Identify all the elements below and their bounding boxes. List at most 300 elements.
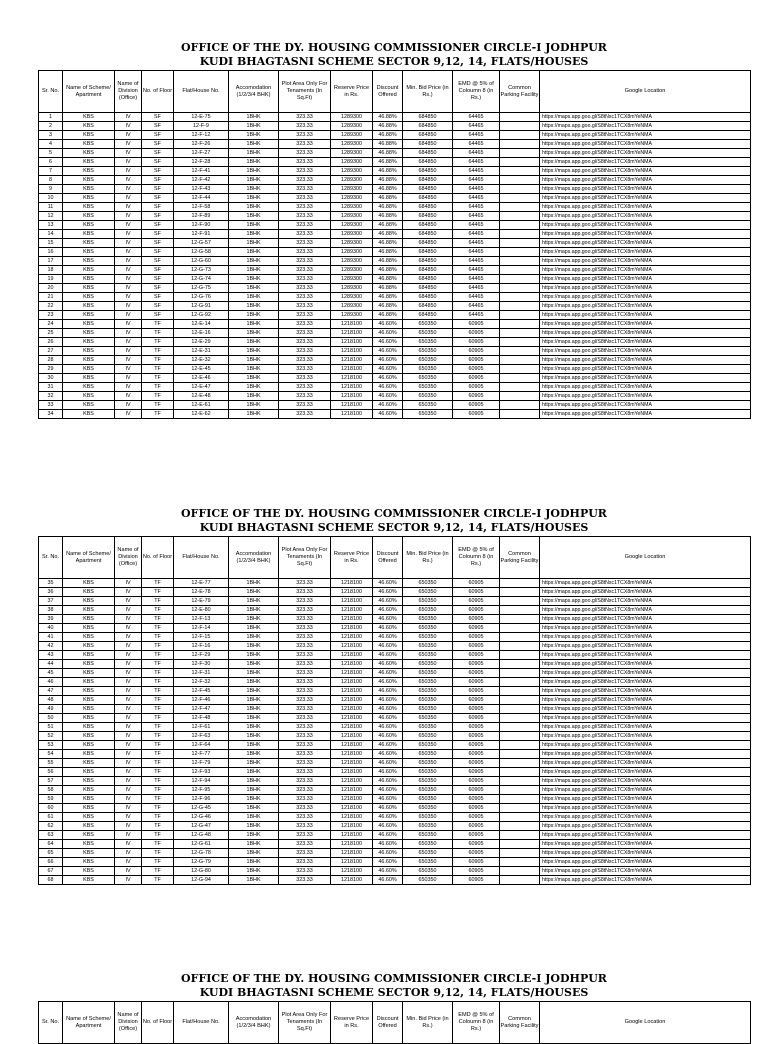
min-bid-cell: 684850 <box>403 122 453 131</box>
google-location-link[interactable]: https://maps.app.goo.gl/S8tNxc1TCX8mYeNMA <box>540 401 751 410</box>
google-location-link[interactable]: https://maps.app.goo.gl/S8tNxc1TCX8mYeNMA <box>540 714 751 723</box>
division-cell: IV <box>115 338 142 347</box>
plot-area-cell: 323.33 <box>279 212 331 221</box>
parking-cell <box>500 633 540 642</box>
sr-no-cell: 52 <box>39 732 63 741</box>
google-location-link[interactable]: https://maps.app.goo.gl/S8tNxc1TCX8mYeNMA <box>540 230 751 239</box>
col-accomodation-header: Accomodation (1/2/3/4 BHK) <box>229 1002 279 1044</box>
sr-no-cell: 32 <box>39 392 63 401</box>
floor-cell: SF <box>142 194 174 203</box>
parking-cell <box>500 221 540 230</box>
sr-no-cell: 38 <box>39 606 63 615</box>
flat-no-cell: 12-F-31 <box>174 669 229 678</box>
google-location-link[interactable]: https://maps.app.goo.gl/S8tNxc1TCX8mYeNMA <box>540 759 751 768</box>
reserve-price-cell: 1218100 <box>331 687 373 696</box>
google-location-link[interactable]: https://maps.app.goo.gl/S8tNxc1TCX8mYeNMA <box>540 588 751 597</box>
google-location-link[interactable]: https://maps.app.goo.gl/S8tNxc1TCX8mYeNMA <box>540 840 751 849</box>
sr-no-cell: 4 <box>39 140 63 149</box>
google-location-link[interactable]: https://maps.app.goo.gl/S8tNxc1TCX8mYeNMA <box>540 131 751 140</box>
plot-area-cell: 323.33 <box>279 615 331 624</box>
flat-no-cell: 12-F-16 <box>174 642 229 651</box>
scheme-cell: KBS <box>63 293 115 302</box>
discount-cell: 46.60% <box>373 804 403 813</box>
reserve-price-cell: 1289300 <box>331 275 373 284</box>
scheme-cell: KBS <box>63 678 115 687</box>
division-cell: IV <box>115 275 142 284</box>
google-location-link[interactable]: https://maps.app.goo.gl/S8tNxc1TCX8mYeNMA <box>540 338 751 347</box>
parking-cell <box>500 176 540 185</box>
plot-area-cell: 323.33 <box>279 365 331 374</box>
flat-no-cell: 12-F-12 <box>174 131 229 140</box>
google-location-link[interactable]: https://maps.app.goo.gl/S8tNxc1TCX8mYeNMA <box>540 786 751 795</box>
plot-area-cell: 323.33 <box>279 633 331 642</box>
reserve-price-cell: 1218100 <box>331 392 373 401</box>
google-location-link[interactable]: https://maps.app.goo.gl/S8tNxc1TCX8mYeNMA <box>540 194 751 203</box>
table-row <box>39 329 751 338</box>
division-cell: IV <box>115 606 142 615</box>
division-cell: IV <box>115 347 142 356</box>
scheme-cell: KBS <box>63 410 115 419</box>
division-cell: IV <box>115 221 142 230</box>
division-cell: IV <box>115 750 142 759</box>
reserve-price-cell: 1218100 <box>331 804 373 813</box>
google-location-link[interactable]: https://maps.app.goo.gl/S8tNxc1TCX8mYeNMA <box>540 732 751 741</box>
col-discount-header: Discount Offered <box>373 1002 403 1044</box>
sr-no-cell: 48 <box>39 696 63 705</box>
scheme-cell: KBS <box>63 122 115 131</box>
min-bid-cell: 650350 <box>403 813 453 822</box>
scheme-cell: KBS <box>63 597 115 606</box>
col-parking-header: Common Parking Facility <box>500 1002 540 1044</box>
google-location-link[interactable]: https://maps.app.goo.gl/S8tNxc1TCX8mYeNMA <box>540 849 751 858</box>
parking-cell <box>500 248 540 257</box>
parking-cell <box>500 347 540 356</box>
reserve-price-cell: 1218100 <box>331 338 373 347</box>
plot-area-cell: 323.33 <box>279 831 331 840</box>
sr-no-cell: 16 <box>39 248 63 257</box>
division-cell: IV <box>115 374 142 383</box>
min-bid-cell: 650350 <box>403 338 453 347</box>
flats-table <box>38 70 751 419</box>
scheme-cell: KBS <box>63 804 115 813</box>
google-location-link[interactable]: https://maps.app.goo.gl/S8tNxc1TCX8mYeNMA <box>540 741 751 750</box>
parking-cell <box>500 750 540 759</box>
google-location-link[interactable]: https://maps.app.goo.gl/S8tNxc1TCX8mYeNMA <box>540 176 751 185</box>
parking-cell <box>500 651 540 660</box>
parking-cell <box>500 804 540 813</box>
parking-cell <box>500 858 540 867</box>
min-bid-cell: 684850 <box>403 149 453 158</box>
plot-area-cell: 323.33 <box>279 597 331 606</box>
flat-no-cell: 12-G-80 <box>174 867 229 876</box>
google-location-link[interactable]: https://maps.app.goo.gl/S8tNxc1TCX8mYeNMA <box>540 579 751 588</box>
flat-no-cell: 12-F-47 <box>174 705 229 714</box>
google-location-link[interactable]: https://maps.app.goo.gl/S8tNxc1TCX8mYeNMA <box>540 311 751 320</box>
accomodation-cell: 1BHK <box>229 633 279 642</box>
reserve-price-cell: 1289300 <box>331 257 373 266</box>
discount-cell: 46.60% <box>373 831 403 840</box>
sr-no-cell: 2 <box>39 122 63 131</box>
min-bid-cell: 650350 <box>403 329 453 338</box>
plot-area-cell: 323.33 <box>279 804 331 813</box>
google-location-link[interactable]: https://maps.app.goo.gl/S8tNxc1TCX8mYeNMA <box>540 302 751 311</box>
accomodation-cell: 1BHK <box>229 248 279 257</box>
google-location-link[interactable]: https://maps.app.goo.gl/S8tNxc1TCX8mYeNMA <box>540 122 751 131</box>
accomodation-cell: 1BHK <box>229 167 279 176</box>
table-row <box>39 732 751 741</box>
parking-cell <box>500 606 540 615</box>
scheme-cell: KBS <box>63 356 115 365</box>
emd-cell: 64465 <box>453 176 500 185</box>
google-location-link[interactable]: https://maps.app.goo.gl/S8tNxc1TCX8mYeNMA <box>540 624 751 633</box>
flats-table <box>38 536 751 885</box>
google-location-link[interactable]: https://maps.app.goo.gl/S8tNxc1TCX8mYeNMA <box>540 813 751 822</box>
division-cell: IV <box>115 356 142 365</box>
sr-no-cell: 64 <box>39 840 63 849</box>
discount-cell: 46.60% <box>373 714 403 723</box>
division-cell: IV <box>115 401 142 410</box>
flat-no-cell: 12-F-77 <box>174 750 229 759</box>
scheme-cell: KBS <box>63 383 115 392</box>
min-bid-cell: 650350 <box>403 732 453 741</box>
min-bid-cell: 650350 <box>403 347 453 356</box>
google-location-link[interactable]: https://maps.app.goo.gl/S8tNxc1TCX8mYeNMA <box>540 678 751 687</box>
google-location-link[interactable]: https://maps.app.goo.gl/S8tNxc1TCX8mYeNMA <box>540 293 751 302</box>
reserve-price-cell: 1218100 <box>331 347 373 356</box>
table-row <box>39 275 751 284</box>
sr-no-cell: 65 <box>39 849 63 858</box>
sr-no-cell: 31 <box>39 383 63 392</box>
parking-cell <box>500 849 540 858</box>
accomodation-cell: 1BHK <box>229 221 279 230</box>
parking-cell <box>500 311 540 320</box>
flat-no-cell: 12-E-16 <box>174 329 229 338</box>
accomodation-cell: 1BHK <box>229 759 279 768</box>
floor-cell: TF <box>142 831 174 840</box>
google-location-link[interactable]: https://maps.app.goo.gl/S8tNxc1TCX8mYeNMA <box>540 248 751 257</box>
google-location-link[interactable]: https://maps.app.goo.gl/S8tNxc1TCX8mYeNMA <box>540 167 751 176</box>
google-location-link[interactable]: https://maps.app.goo.gl/S8tNxc1TCX8mYeNMA <box>540 113 751 122</box>
division-cell: IV <box>115 383 142 392</box>
table-row <box>39 876 751 885</box>
division-cell: IV <box>115 122 142 131</box>
google-location-link[interactable]: https://maps.app.goo.gl/S8tNxc1TCX8mYeNMA <box>540 347 751 356</box>
col-plot-area-header: Plot Area Only For Tenaments (In Sq.Ft) <box>279 71 331 113</box>
google-location-link[interactable]: https://maps.app.goo.gl/S8tNxc1TCX8mYeNMA <box>540 320 751 329</box>
flat-no-cell: 12-F-64 <box>174 741 229 750</box>
sr-no-cell: 55 <box>39 759 63 768</box>
discount-cell: 46.88% <box>373 185 403 194</box>
accomodation-cell: 1BHK <box>229 131 279 140</box>
plot-area-cell: 323.33 <box>279 347 331 356</box>
emd-cell: 60905 <box>453 615 500 624</box>
discount-cell: 46.60% <box>373 347 403 356</box>
col-google-location-header: Google Location <box>540 537 751 579</box>
min-bid-cell: 650350 <box>403 759 453 768</box>
google-location-link[interactable]: https://maps.app.goo.gl/S8tNxc1TCX8mYeNMA <box>540 392 751 401</box>
division-cell: IV <box>115 597 142 606</box>
google-location-link[interactable]: https://maps.app.goo.gl/S8tNxc1TCX8mYeNMA <box>540 705 751 714</box>
division-cell: IV <box>115 185 142 194</box>
col-min-bid-header: Min. Bid Price (in Rs.) <box>403 71 453 113</box>
google-location-link[interactable]: https://maps.app.goo.gl/S8tNxc1TCX8mYeNMA <box>540 158 751 167</box>
discount-cell: 46.60% <box>373 741 403 750</box>
google-location-link[interactable]: https://maps.app.goo.gl/S8tNxc1TCX8mYeNMA <box>540 876 751 885</box>
sr-no-cell: 12 <box>39 212 63 221</box>
discount-cell: 46.60% <box>373 338 403 347</box>
discount-cell: 46.88% <box>373 275 403 284</box>
scheme-cell: KBS <box>63 642 115 651</box>
google-location-link[interactable]: https://maps.app.goo.gl/S8tNxc1TCX8mYeNMA <box>540 221 751 230</box>
reserve-price-cell: 1218100 <box>331 678 373 687</box>
plot-area-cell: 323.33 <box>279 651 331 660</box>
scheme-cell: KBS <box>63 113 115 122</box>
scheme-cell: KBS <box>63 365 115 374</box>
reserve-price-cell: 1289300 <box>331 248 373 257</box>
scheme-cell: KBS <box>63 158 115 167</box>
google-location-link[interactable]: https://maps.app.goo.gl/S8tNxc1TCX8mYeNMA <box>540 615 751 624</box>
plot-area-cell: 323.33 <box>279 374 331 383</box>
plot-area-cell: 323.33 <box>279 338 331 347</box>
discount-cell: 46.60% <box>373 876 403 885</box>
division-cell: IV <box>115 858 142 867</box>
parking-cell <box>500 392 540 401</box>
plot-area-cell: 323.33 <box>279 401 331 410</box>
min-bid-cell: 684850 <box>403 230 453 239</box>
col-division-header: Name of Division (Office) <box>115 537 142 579</box>
emd-cell: 60905 <box>453 876 500 885</box>
google-location-link[interactable]: https://maps.app.goo.gl/S8tNxc1TCX8mYeNMA <box>540 669 751 678</box>
division-cell: IV <box>115 140 142 149</box>
google-location-link[interactable]: https://maps.app.goo.gl/S8tNxc1TCX8mYeNMA <box>540 642 751 651</box>
floor-cell: TF <box>142 320 174 329</box>
flat-no-cell: 12-E-78 <box>174 588 229 597</box>
google-location-link[interactable]: https://maps.app.goo.gl/S8tNxc1TCX8mYeNMA <box>540 804 751 813</box>
google-location-link[interactable]: https://maps.app.goo.gl/S8tNxc1TCX8mYeNMA <box>540 633 751 642</box>
google-location-link[interactable]: https://maps.app.goo.gl/S8tNxc1TCX8mYeNMA <box>540 597 751 606</box>
emd-cell: 64465 <box>453 221 500 230</box>
division-cell: IV <box>115 651 142 660</box>
google-location-link[interactable]: https://maps.app.goo.gl/S8tNxc1TCX8mYeNMA <box>540 383 751 392</box>
flat-no-cell: 12-F-45 <box>174 687 229 696</box>
min-bid-cell: 684850 <box>403 131 453 140</box>
min-bid-cell: 650350 <box>403 831 453 840</box>
google-location-link[interactable]: https://maps.app.goo.gl/S8tNxc1TCX8mYeNMA <box>540 750 751 759</box>
sr-no-cell: 14 <box>39 230 63 239</box>
google-location-link[interactable]: https://maps.app.goo.gl/S8tNxc1TCX8mYeNMA <box>540 257 751 266</box>
accomodation-cell: 1BHK <box>229 284 279 293</box>
google-location-link[interactable]: https://maps.app.goo.gl/S8tNxc1TCX8mYeNMA <box>540 212 751 221</box>
reserve-price-cell: 1218100 <box>331 831 373 840</box>
flat-no-cell: 12-F-94 <box>174 777 229 786</box>
google-location-link[interactable]: https://maps.app.goo.gl/S8tNxc1TCX8mYeNMA <box>540 410 751 419</box>
parking-cell <box>500 705 540 714</box>
table-row <box>39 185 751 194</box>
reserve-price-cell: 1289300 <box>331 113 373 122</box>
plot-area-cell: 323.33 <box>279 284 331 293</box>
sr-no-cell: 30 <box>39 374 63 383</box>
plot-area-cell: 323.33 <box>279 185 331 194</box>
accomodation-cell: 1BHK <box>229 741 279 750</box>
floor-cell: SF <box>142 131 174 140</box>
sr-no-cell: 61 <box>39 813 63 822</box>
google-location-link[interactable]: https://maps.app.goo.gl/S8tNxc1TCX8mYeNMA <box>540 329 751 338</box>
google-location-link[interactable]: https://maps.app.goo.gl/S8tNxc1TCX8mYeNMA <box>540 831 751 840</box>
plot-area-cell: 323.33 <box>279 813 331 822</box>
emd-cell: 64465 <box>453 122 500 131</box>
scheme-cell: KBS <box>63 849 115 858</box>
table-row <box>39 284 751 293</box>
scheme-cell: KBS <box>63 579 115 588</box>
plot-area-cell: 323.33 <box>279 275 331 284</box>
flat-no-cell: 12-F-26 <box>174 140 229 149</box>
emd-cell: 60905 <box>453 669 500 678</box>
table-row <box>39 597 751 606</box>
division-cell: IV <box>115 365 142 374</box>
google-location-link[interactable]: https://maps.app.goo.gl/S8tNxc1TCX8mYeNMA <box>540 266 751 275</box>
scheme-cell: KBS <box>63 795 115 804</box>
reserve-price-cell: 1218100 <box>331 696 373 705</box>
emd-cell: 60905 <box>453 750 500 759</box>
discount-cell: 46.88% <box>373 302 403 311</box>
division-cell: IV <box>115 212 142 221</box>
division-cell: IV <box>115 723 142 732</box>
scheme-cell: KBS <box>63 660 115 669</box>
min-bid-cell: 650350 <box>403 840 453 849</box>
flats-table <box>38 1001 751 1044</box>
parking-cell <box>500 140 540 149</box>
floor-cell: SF <box>142 284 174 293</box>
min-bid-cell: 650350 <box>403 624 453 633</box>
table-row <box>39 714 751 723</box>
accomodation-cell: 1BHK <box>229 158 279 167</box>
google-location-link[interactable]: https://maps.app.goo.gl/S8tNxc1TCX8mYeNMA <box>540 185 751 194</box>
google-location-link[interactable]: https://maps.app.goo.gl/S8tNxc1TCX8mYeNMA <box>540 696 751 705</box>
parking-cell <box>500 588 540 597</box>
floor-cell: TF <box>142 410 174 419</box>
floor-cell: SF <box>142 203 174 212</box>
google-location-link[interactable]: https://maps.app.goo.gl/S8tNxc1TCX8mYeNMA <box>540 365 751 374</box>
flat-no-cell: 12-G-61 <box>174 840 229 849</box>
division-cell: IV <box>115 392 142 401</box>
reserve-price-cell: 1289300 <box>331 203 373 212</box>
table-row <box>39 822 751 831</box>
flat-no-cell: 12-G-94 <box>174 876 229 885</box>
parking-cell <box>500 329 540 338</box>
floor-cell: SF <box>142 248 174 257</box>
discount-cell: 46.88% <box>373 311 403 320</box>
sr-no-cell: 53 <box>39 741 63 750</box>
parking-cell <box>500 158 540 167</box>
google-location-link[interactable]: https://maps.app.goo.gl/S8tNxc1TCX8mYeNMA <box>540 777 751 786</box>
division-cell: IV <box>115 822 142 831</box>
plot-area-cell: 323.33 <box>279 741 331 750</box>
plot-area-cell: 323.33 <box>279 203 331 212</box>
division-cell: IV <box>115 660 142 669</box>
plot-area-cell: 323.33 <box>279 714 331 723</box>
google-location-link[interactable]: https://maps.app.goo.gl/S8tNxc1TCX8mYeNMA <box>540 606 751 615</box>
flat-no-cell: 12-G-91 <box>174 302 229 311</box>
scheme-cell: KBS <box>63 750 115 759</box>
reserve-price-cell: 1289300 <box>331 221 373 230</box>
google-location-link[interactable]: https://maps.app.goo.gl/S8tNxc1TCX8mYeNMA <box>540 374 751 383</box>
google-location-link[interactable]: https://maps.app.goo.gl/S8tNxc1TCX8mYeNMA <box>540 822 751 831</box>
min-bid-cell: 650350 <box>403 696 453 705</box>
google-location-link[interactable]: https://maps.app.goo.gl/S8tNxc1TCX8mYeNMA <box>540 687 751 696</box>
table-row <box>39 338 751 347</box>
emd-cell: 60905 <box>453 329 500 338</box>
reserve-price-cell: 1218100 <box>331 624 373 633</box>
accomodation-cell: 1BHK <box>229 858 279 867</box>
division-cell: IV <box>115 320 142 329</box>
scheme-cell: KBS <box>63 212 115 221</box>
min-bid-cell: 650350 <box>403 678 453 687</box>
google-location-link[interactable]: https://maps.app.goo.gl/S8tNxc1TCX8mYeNMA <box>540 203 751 212</box>
emd-cell: 64465 <box>453 158 500 167</box>
parking-cell <box>500 338 540 347</box>
google-location-link[interactable]: https://maps.app.goo.gl/S8tNxc1TCX8mYeNMA <box>540 239 751 248</box>
col-sr-no-header: Sr. No. <box>39 537 63 579</box>
flat-no-cell: 12-G-92 <box>174 311 229 320</box>
google-location-link[interactable]: https://maps.app.goo.gl/S8tNxc1TCX8mYeNMA <box>540 795 751 804</box>
discount-cell: 46.88% <box>373 284 403 293</box>
plot-area-cell: 323.33 <box>279 221 331 230</box>
discount-cell: 46.88% <box>373 167 403 176</box>
table-row <box>39 194 751 203</box>
plot-area-cell: 323.33 <box>279 624 331 633</box>
reserve-price-cell: 1289300 <box>331 284 373 293</box>
scheme-cell: KBS <box>63 167 115 176</box>
flat-no-cell: 12-E-80 <box>174 606 229 615</box>
table-row <box>39 579 751 588</box>
reserve-price-cell: 1218100 <box>331 669 373 678</box>
parking-cell <box>500 579 540 588</box>
google-location-link[interactable]: https://maps.app.goo.gl/S8tNxc1TCX8mYeNMA <box>540 140 751 149</box>
division-cell: IV <box>115 786 142 795</box>
flat-no-cell: 12-F-43 <box>174 185 229 194</box>
emd-cell: 64465 <box>453 239 500 248</box>
accomodation-cell: 1BHK <box>229 212 279 221</box>
floor-cell: TF <box>142 714 174 723</box>
google-location-link[interactable]: https://maps.app.goo.gl/S8tNxc1TCX8mYeNMA <box>540 867 751 876</box>
table-row <box>39 750 751 759</box>
accomodation-cell: 1BHK <box>229 849 279 858</box>
floor-cell: SF <box>142 176 174 185</box>
emd-cell: 64465 <box>453 275 500 284</box>
min-bid-cell: 650350 <box>403 606 453 615</box>
scheme-cell: KBS <box>63 687 115 696</box>
floor-cell: TF <box>142 723 174 732</box>
sr-no-cell: 36 <box>39 588 63 597</box>
google-location-link[interactable]: https://maps.app.goo.gl/S8tNxc1TCX8mYeNMA <box>540 660 751 669</box>
floor-cell: TF <box>142 383 174 392</box>
google-location-link[interactable]: https://maps.app.goo.gl/S8tNxc1TCX8mYeNMA <box>540 768 751 777</box>
google-location-link[interactable]: https://maps.app.goo.gl/S8tNxc1TCX8mYeNMA <box>540 858 751 867</box>
google-location-link[interactable]: https://maps.app.goo.gl/S8tNxc1TCX8mYeNMA <box>540 275 751 284</box>
google-location-link[interactable]: https://maps.app.goo.gl/S8tNxc1TCX8mYeNMA <box>540 651 751 660</box>
parking-cell <box>500 714 540 723</box>
table-row <box>39 678 751 687</box>
sr-no-cell: 9 <box>39 185 63 194</box>
google-location-link[interactable]: https://maps.app.goo.gl/S8tNxc1TCX8mYeNMA <box>540 284 751 293</box>
parking-cell <box>500 149 540 158</box>
google-location-link[interactable]: https://maps.app.goo.gl/S8tNxc1TCX8mYeNMA <box>540 149 751 158</box>
google-location-link[interactable]: https://maps.app.goo.gl/S8tNxc1TCX8mYeNMA <box>540 356 751 365</box>
discount-cell: 46.60% <box>373 795 403 804</box>
google-location-link[interactable]: https://maps.app.goo.gl/S8tNxc1TCX8mYeNMA <box>540 723 751 732</box>
discount-cell: 46.60% <box>373 858 403 867</box>
parking-cell <box>500 302 540 311</box>
